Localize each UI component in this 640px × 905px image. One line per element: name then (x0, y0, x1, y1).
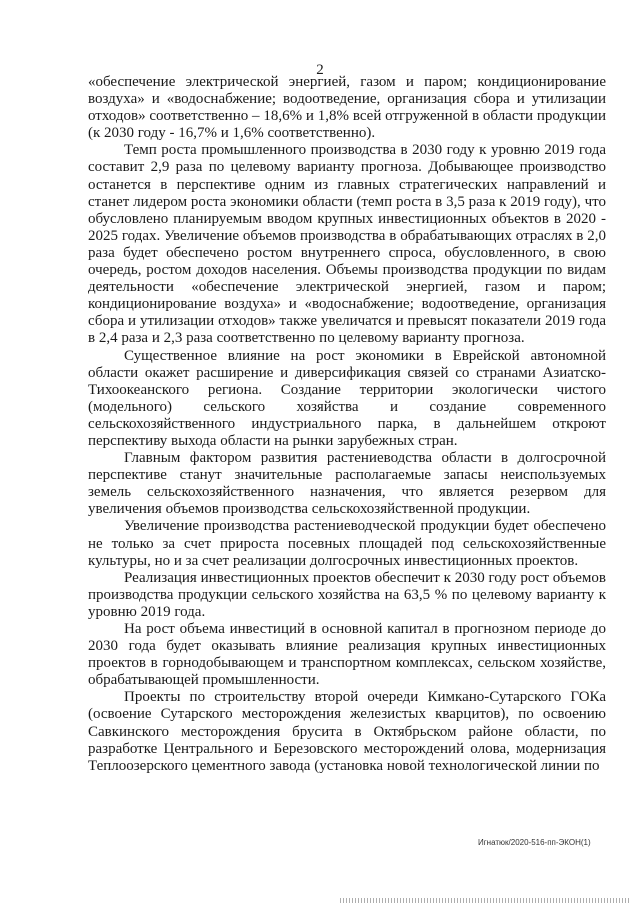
paragraph-7: На рост объема инвестиций в основной капитал в прогнозном периоде до 2030 года будет оказывать влияние реализация крупных инвестиционных проектов в горнодобывающем и транспортном комплексах, сельском хозяйстве, обрабатывающей промышленности. (88, 621, 606, 689)
document-body (88, 74, 606, 775)
paragraph-3: Существенное влияние на рост экономики в Еврейской автономной области окажет расширение и диверсификация связей со странами Азиатско-Тихоокеанского региона. Создание территории экологически чистого (модельного) сельского хозяйства и создание современного сельскохозяйственного индустриального парка, в дальнейшем откроют перспективу выхода области на рынки зарубежных стран. (88, 347, 606, 449)
scan-edge-artifact (340, 898, 630, 903)
paragraph-2: Темп роста промышленного производства в 2030 году к уровню 2019 года составит 2,9 раза по целевому варианту прогноза. Добывающее производство останется в перспективе одним из главных стратегических направлений и станет лидером роста экономики области (темп роста в 3,5 раза к 2019 году), что обусловлено планируемым вводом крупных инвестиционных объектов в 2020 - 2025 годах. Увеличение объемов производства в обрабатывающих отраслях в 2,0 раза будет обеспечено ростом внутреннего спроса, обусловленного, в свою очередь, ростом доходов населения. Объемы производства продукции по видам деятельности «обеспечение электрической энергией, газом и паром; кондиционирование воздуха» и «водоснабжение; водоотведение, организация сбора и утилизации отходов» также увеличатся и превысят показатели 2019 года в 2,4 раза и 2,3 раза соответственно по целевому варианту прогноза. (88, 142, 606, 347)
footer-document-code: Игнатюк/2020-516-пп-ЭКОН(1) (478, 838, 591, 847)
paragraph-8: Проекты по строительству второй очереди Кимкано-Сутарского ГОКа (освоение Сутарского месторождения железистых кварцитов), по освоению Савкинского месторождения брусита в Октябрьском районе области, по разработке Центрального и Березовского месторождений олова, модернизация Теплоозерского цементного завода (установка новой технологической линии по (88, 689, 606, 774)
paragraph-4: Главным фактором развития растениеводства области в долгосрочной перспективе станут значительные располагаемые запасы неиспользуемых земель сельскохозяйственного назначения, что является резервом для увеличения объемов производства сельскохозяйственной продукции. (88, 450, 606, 518)
paragraph-6: Реализация инвестиционных проектов обеспечит к 2030 году рост объемов производства продукции сельского хозяйства на 63,5 % по целевому варианту к уровню 2019 года. (88, 569, 606, 620)
paragraph-1: «обеспечение электрической энергией, газом и паром; кондиционирование воздуха» и «водоснабжение; водоотведение, организация сбора и утилизации отходов» соответственно – 18,6% и 1,8% всей отгруженной в области продукции (к 2030 году - 16,7% и 1,6% соответственно). (88, 74, 606, 142)
paragraph-5: Увеличение производства растениеводческой продукции будет обеспечено не только за счет прироста посевных площадей под сельскохозяйственные культуры, но и за счет реализации долгосрочных инвестиционных проектов. (88, 518, 606, 569)
page-number: 2 (316, 62, 324, 78)
